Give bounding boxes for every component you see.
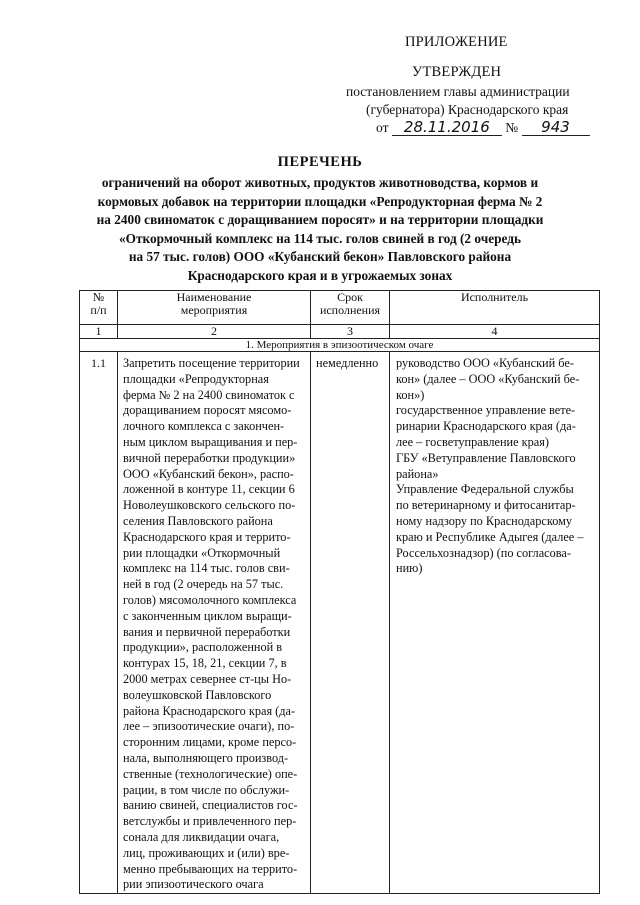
header-term: Срок исполнения	[311, 291, 390, 325]
table-header-row	[80, 291, 600, 325]
subtitle-line: на 57 тыс. голов) ООО «Кубанский бекон» Павловского района	[128, 249, 512, 264]
from-label: от	[376, 120, 389, 135]
subtitle-line: на 2400 свиноматок с доращиванием поросят» и на территории площадки	[96, 212, 544, 227]
handwritten-number: 943	[522, 120, 590, 136]
decree-line-2: (губернатора) Краснодарского края	[366, 102, 569, 117]
column-number: 4	[390, 325, 600, 339]
header-action: Наименование мероприятия	[118, 291, 311, 325]
column-number: 3	[311, 325, 390, 339]
table-row	[80, 352, 600, 894]
decree-line-1: постановлением главы администрации	[346, 84, 570, 99]
section-row	[80, 339, 600, 352]
row-term: немедленно	[311, 352, 390, 894]
subtitle-line: «Откормочный комплекс на 114 тыс. голов свиней в год (2 очередь	[119, 230, 521, 246]
column-number: 2	[118, 325, 311, 339]
header-number: № п/п	[80, 291, 118, 325]
subtitle-line: Краснодарского края и в угрожаемых зонах	[187, 267, 453, 283]
handwritten-date: 28.11.2016	[392, 120, 502, 136]
approved-label: УТВЕРЖДЕН	[412, 64, 502, 80]
subtitle-line: ограничений на оборот животных, продуктов животноводства, кормов и	[101, 175, 539, 190]
row-executor: руководство ООО «Кубанский бе- кон» (далее – ООО «Кубанский бе- кон») государственное управление вете- ринарии Краснодарского края (да- лее – госветуправление края) ГБУ «Ветуправление Павловского района» Управление Федеральной службы по ветеринарному и фитосанитар- ному надзору по Краснодарскому краю и Республике Адыгея (далее – Россельхознадзор) (по согласова- нию)	[390, 352, 600, 894]
number-label: №	[505, 120, 519, 135]
subtitle-line: кормовых добавок на территории площадки «Репродукторная ферма № 2	[97, 193, 543, 209]
column-number: 1	[80, 325, 118, 339]
appendix-label: ПРИЛОЖЕНИЕ	[405, 34, 508, 50]
decree-date-number-line	[376, 120, 590, 136]
document-title: ПЕРЕЧЕНЬ	[277, 154, 363, 170]
document-subtitle	[82, 174, 558, 285]
header-executor: Исполнитель	[390, 291, 600, 325]
row-action: Запретить посещение территории площадки «Репродукторная ферма № 2 на 2400 свиноматок с доращиванием поросят мясомо- лочного комплекса с закончен- ным циклом выращивания и пер- вичной переработки продукции» ООО «Кубанский бекон», распо- ложенной в контуре 11, секции 6 Новолеушковского сельского по- селения Павловского района Краснодарского края и террито- рии площадки «Откормочный комплекс на 114 тыс. голов сви- ней в год (2 очередь на 57 тыс. голов) мясомолочного комплекса с законченным циклом выращи- вания и первичной переработки продукции», расположенной в контурах 15, 18, 21, секции 7, в 2000 метрах севернее ст-цы Но- волеушковской Павловского района Краснодарского края (да- лее – эпизоотические очаги), по- сторонним лицами, кроме персо- нала, выполняющего производ- ственные (технологические) опе- рации, в том числе по обслужи- ванию свиней, специалистов гос- ветслужбы и привлеченного пер- сонала для ликвидации очага, лиц, проживающих и (или) вре- менно пребывающих на террито- рии эпизоотического очага	[118, 352, 311, 894]
row-number: 1.1	[80, 352, 118, 894]
section-title: 1. Мероприятия в эпизоотическом очаге	[80, 339, 600, 352]
column-numbers-row	[80, 325, 600, 339]
measures-table	[79, 290, 600, 894]
